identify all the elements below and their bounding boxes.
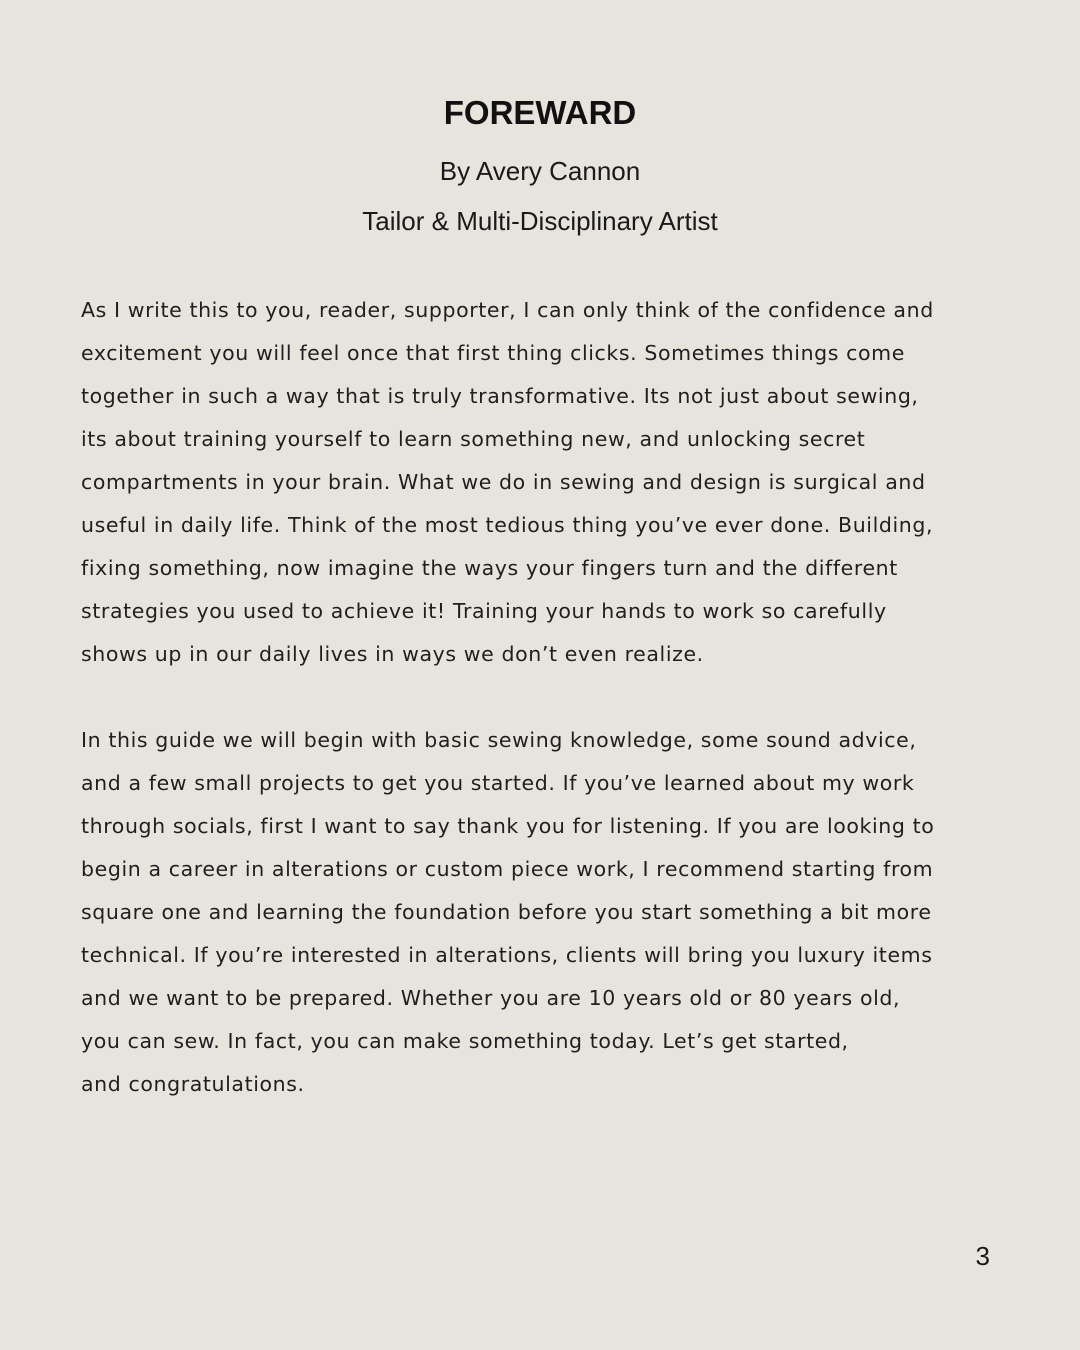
paragraph-line: shows up in our daily lives in ways we don’t even realize. bbox=[81, 642, 704, 666]
paragraph-line: begin a career in alterations or custom piece work, I recommend starting from bbox=[81, 857, 934, 881]
paragraph-line: together in such a way that is truly transformative. Its not just about sewing, bbox=[81, 384, 919, 408]
paragraph-line: useful in daily life. Think of the most tedious thing you’ve ever done. Building, bbox=[81, 513, 934, 537]
paragraph-line: compartments in your brain. What we do in sewing and design is surgical and bbox=[81, 470, 926, 494]
paragraph-line: square one and learning the foundation before you start something a bit more bbox=[81, 900, 932, 924]
paragraph-line: fixing something, now imagine the ways your fingers turn and the different bbox=[81, 556, 898, 580]
paragraph-line: In this guide we will begin with basic sewing knowledge, some sound advice, bbox=[81, 728, 917, 752]
paragraph-line: excitement you will feel once that first thing clicks. Sometimes things come bbox=[81, 341, 905, 365]
paragraph-line: technical. If you’re interested in alterations, clients will bring you luxury items bbox=[81, 943, 933, 967]
paragraph-line: and we want to be prepared. Whether you are 10 years old or 80 years old, bbox=[81, 986, 901, 1010]
paragraph-line: strategies you used to achieve it! Training your hands to work so carefully bbox=[81, 599, 887, 623]
paragraph-2 bbox=[81, 719, 1011, 1106]
page-title: FOREWARD bbox=[443, 94, 637, 131]
page-number: 3 bbox=[975, 1241, 990, 1271]
paragraph-line: and congratulations. bbox=[81, 1072, 305, 1096]
paragraph-line: through socials, first I want to say thank you for listening. If you are looking to bbox=[81, 814, 935, 838]
paragraph-1 bbox=[81, 289, 1011, 676]
paragraph-line: As I write this to you, reader, supporter, I can only think of the confidence and bbox=[81, 298, 934, 322]
paragraph-line: you can sew. In fact, you can make something today. Let’s get started, bbox=[81, 1029, 849, 1053]
author-byline: By Avery Cannon bbox=[439, 156, 641, 186]
author-role: Tailor & Multi-Disciplinary Artist bbox=[362, 206, 718, 236]
paragraph-line: its about training yourself to learn something new, and unlocking secret bbox=[81, 427, 866, 451]
paragraph-line: and a few small projects to get you started. If you’ve learned about my work bbox=[81, 771, 915, 795]
